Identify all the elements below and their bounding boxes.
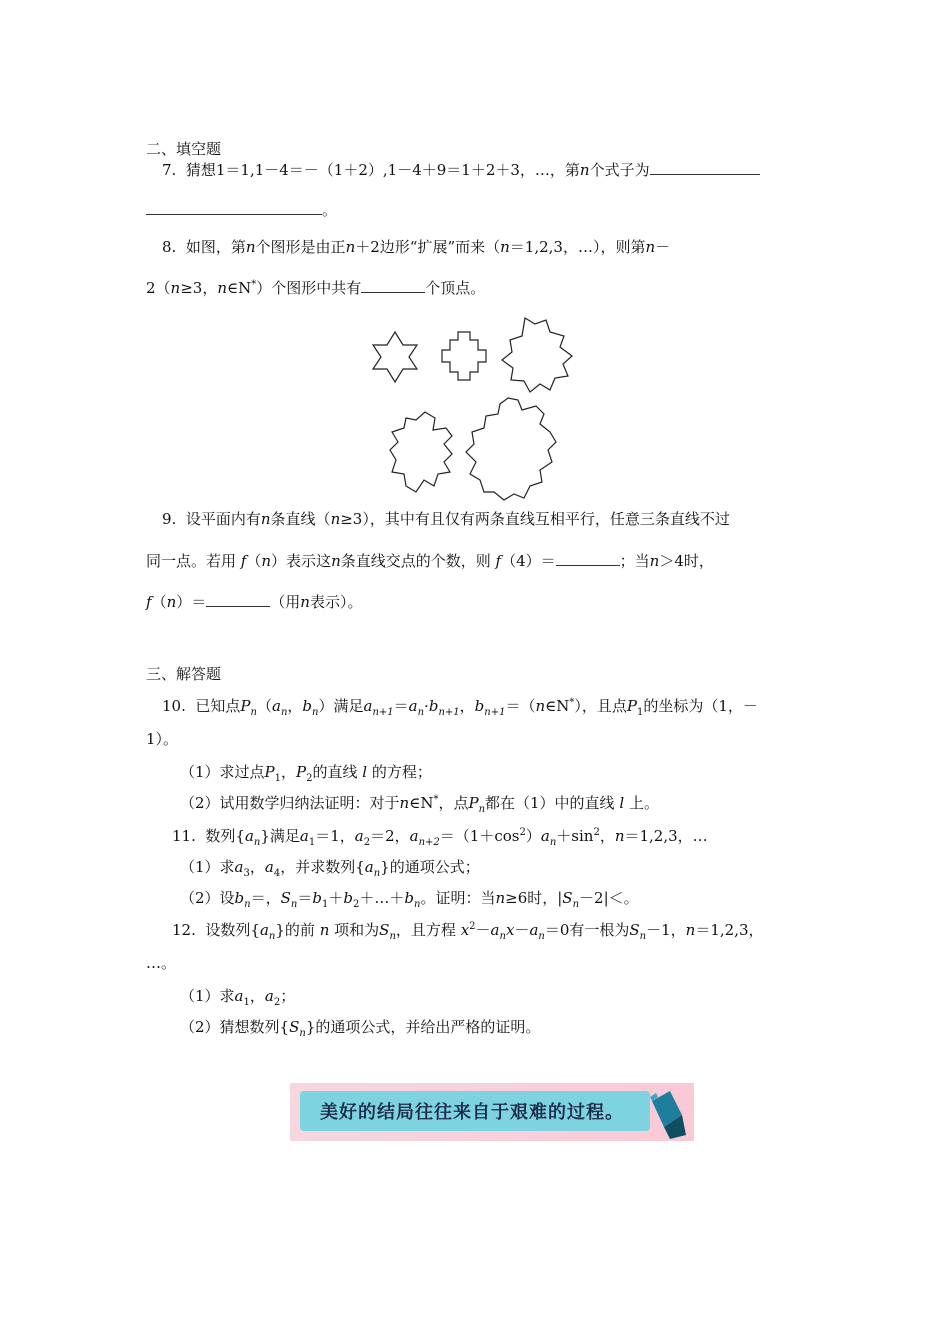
answer-blank[interactable] [556,551,620,566]
section-title-answer: 三、解答题 [146,665,222,683]
motivational-banner [290,1083,694,1141]
question-8-line2: 2（n≥3，n∈N*）个图形中共有 个顶点。 [146,279,486,297]
answer-blank[interactable] [206,592,270,607]
question-7-line2: 。 [146,200,337,220]
question-10-line1: 10. 已知点$P_n(a_n$，$b_n$）满足$a_{n+1}=a_n\cdot b_{n+1}$，$b_{n+1}=(n\in N^*)$，且点$P_1$的坐标为（1，－ [162,697,758,718]
question-12-line1: 12. 设数列$\{a_n\}$的前 n 项和为$S_n$，且方程 $x^2-a_nx-a_n=0$有一根为$S_n-1$，n＝1,2,3， [172,921,764,942]
question-9-line3: f（n）＝ （用n表示）。 [146,593,363,611]
answer-blank[interactable] [146,200,322,215]
question-11-part2: （2）设$b_n=$，$S_n=b_1+b_2+\dots+b_n$。证明：当n≥6时，$|S_n-2|<$。 [180,889,639,910]
question-12-line2: …。 [146,954,177,972]
figure-4 [390,412,452,492]
question-10-part1: （1）求过点$P_1$，$P_2$的直线 l 的方程； [180,763,432,784]
question-12-part1: （1）求$a_1$，$a_2$； [180,987,296,1008]
section-title-fill: 二、填空题 [146,140,222,158]
question-9-line1: 9. 设平面内有n条直线（n≥3），其中有且仅有两条直线互相平行，任意三条直线不过 [162,510,730,528]
answer-blank[interactable] [650,160,760,175]
question-11-line1: 11. 数列$\{a_n\}$满足$a_1=1$，$a_2=2$，$a_{n+2}=(1+\cos^2)a_n+\sin^2$，n＝1,2,3，… [172,827,708,848]
question-10-part2: （2）试用数学归纳法证明：对于n∈N*，点$P_n$都在（1）中的直线 l 上。 [180,794,659,815]
figure-3 [502,318,572,392]
banner-text: 美好的结局往往来自于艰难的过程。 [320,1102,624,1123]
question-11-part1: （1）求$a_3$，$a_4$，并求数列$\{a_n\}$的通项公式； [180,858,480,879]
highlighter-marker-icon [648,1087,688,1139]
question-8-line1: 8. 如图，第n个图形是由正n＋2边形“扩展”而来（n＝1,2,3，…），则第n－ [162,238,671,256]
question-12-part2: （2）猜想数列$\{S_n\}$的通项公式，并给出严格的证明。 [180,1018,541,1039]
figure-2 [442,332,486,380]
question-7-line1: 7. 猜想1＝1,1－4＝－（1＋2）,1－4＋9＝1＋2＋3，…，第n个式子为 [162,160,760,180]
figure-1 [373,332,417,382]
snowflake-figures [360,310,600,510]
figure-5 [466,398,556,500]
answer-blank[interactable] [361,278,425,293]
question-9-line2: 同一点。若用 f（n）表示这n条直线交点的个数，则 f（4）＝ ；当n＞4时， [146,552,714,570]
question-10-line2: 1）。 [146,730,179,748]
